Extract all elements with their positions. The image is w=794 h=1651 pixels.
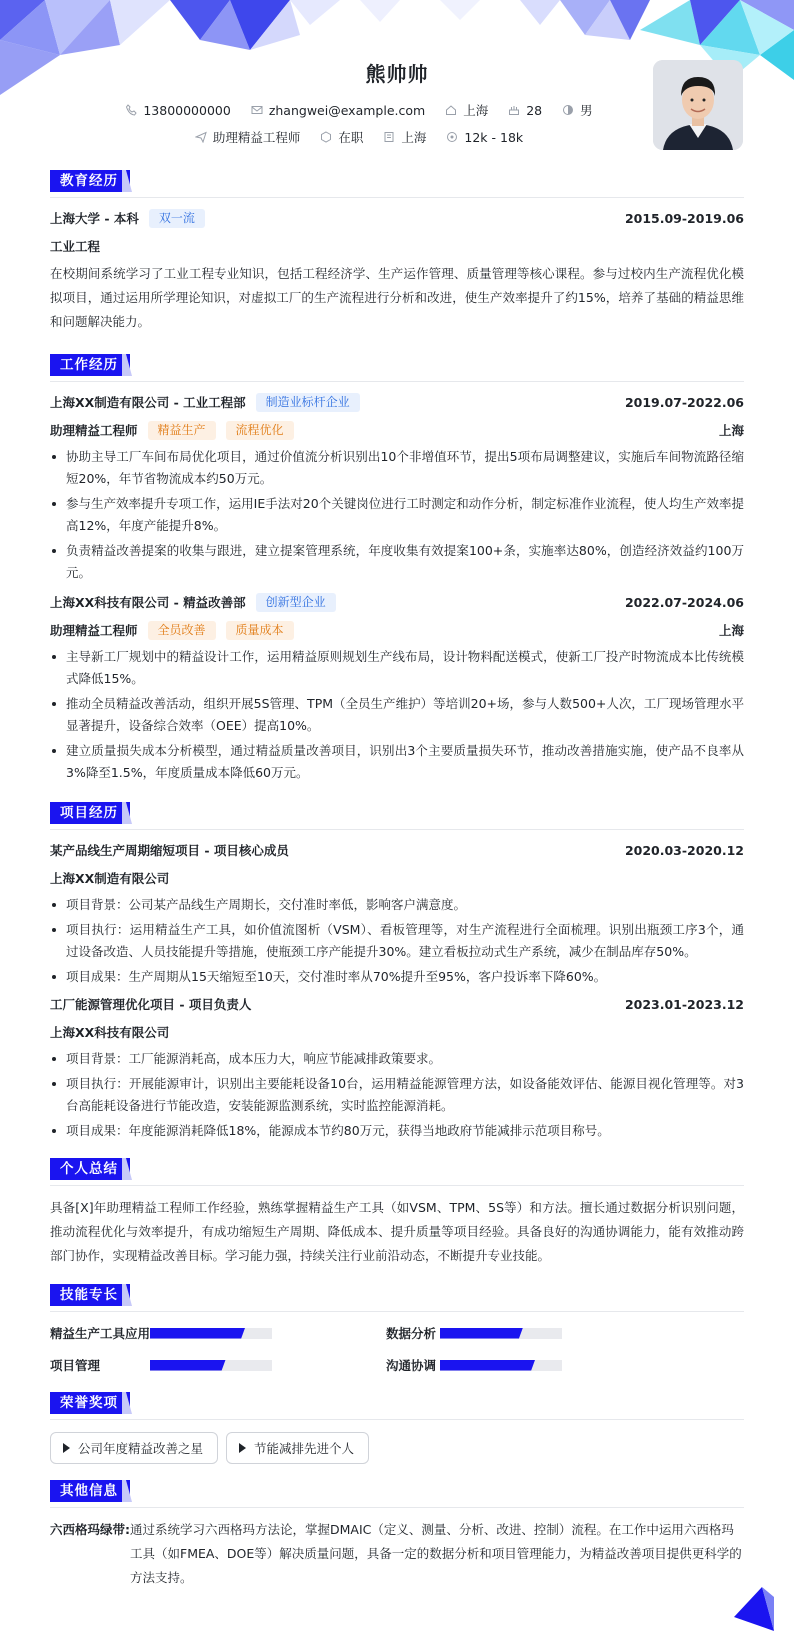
section-title-tail — [122, 802, 132, 824]
section-divider — [50, 1507, 744, 1508]
salary-info — [446, 130, 523, 145]
section-divider — [50, 1419, 744, 1420]
gender-text: 男 — [580, 103, 593, 118]
certificate-row — [50, 1518, 744, 1590]
work-company: 上海XX制造有限公司 - 工业工程部 — [50, 395, 246, 410]
project-entry — [50, 840, 744, 988]
job-target-text: 助理精益工程师 — [212, 130, 301, 145]
project-title-row — [50, 994, 744, 1014]
section-title-tail — [122, 1158, 132, 1180]
school-name: 上海大学 - 本科 — [50, 211, 139, 226]
projects-section — [50, 802, 744, 1142]
skill-item — [50, 1324, 386, 1342]
skill-tag: 精益生产 — [148, 421, 216, 440]
project-company-row — [50, 1022, 744, 1042]
gender-info — [562, 101, 593, 119]
project-company: 上海XX科技有限公司 — [50, 1025, 170, 1040]
section-title-tail — [122, 354, 132, 376]
work-period: 2022.07-2024.06 — [624, 594, 744, 610]
other-title: 其他信息 — [50, 1480, 130, 1502]
skill-name: 沟通协调 — [386, 1358, 437, 1373]
send-icon — [195, 131, 207, 143]
email-info — [251, 103, 425, 118]
company-tag: 制造业标杆企业 — [256, 393, 360, 412]
building-icon — [383, 131, 395, 143]
section-divider — [50, 381, 744, 382]
status-info — [320, 128, 363, 146]
profile-photo — [653, 60, 743, 150]
phone-info — [125, 103, 230, 118]
target-city-info — [383, 128, 426, 146]
project-title: 某产品线生产周期缩短项目 - 项目核心成员 — [50, 843, 289, 858]
skill-level-fill — [150, 1328, 245, 1339]
section-title-tail — [122, 1284, 132, 1306]
list-item: 协助主导工厂车间布局优化项目，通过价值流分析识别出10个非增值环节，提出5项布局调整建议，实施后车间物流路径缩短20%，年节省物流成本约50万元。 — [50, 446, 744, 490]
project-entry — [50, 994, 744, 1142]
section-divider — [50, 1185, 744, 1186]
avatar-portrait — [653, 60, 743, 150]
other-section — [50, 1480, 744, 1590]
work-position: 助理精益工程师 — [50, 423, 138, 438]
list-item: 项目成果：年度能源消耗降低18%，能源成本节约80万元，获得当地政府节能减排示范项目称号。 — [50, 1120, 744, 1142]
project-title: 工厂能源管理优化项目 - 项目负责人 — [50, 997, 252, 1012]
education-row — [50, 208, 744, 228]
skill-level-bar — [440, 1360, 562, 1371]
skill-name: 精益生产工具应用 — [50, 1326, 151, 1341]
work-company: 上海XX科技有限公司 - 精益改善部 — [50, 595, 246, 610]
skill-name: 项目管理 — [50, 1358, 101, 1373]
work-bullets — [50, 446, 744, 584]
job-target-info — [195, 128, 301, 146]
work-position-row — [50, 420, 744, 440]
awards-list — [50, 1430, 744, 1464]
skill-item — [50, 1356, 386, 1374]
skill-level-fill — [150, 1360, 226, 1371]
skill-item — [386, 1324, 722, 1342]
skill-level-fill — [440, 1360, 535, 1371]
list-item: 项目执行：开展能源审计，识别出主要能耗设备10台，运用精益能源管理方法，如设备能效评估、能源目视化管理等。对3台高能耗设备进行节能改造，安装能源监测系统，实时监控能源消耗。 — [50, 1073, 744, 1117]
age-info — [508, 103, 542, 118]
major-row — [50, 236, 744, 256]
email-text: zhangwei@example.com — [268, 102, 426, 118]
salary-text: 12k - 18k — [464, 129, 524, 145]
candidate-name: 熊帅帅 — [365, 62, 429, 86]
certificate-description: 通过系统学习六西格玛方法论，掌握DMAIC（定义、测量、分析、改进、控制）流程。在工作中运用六西格玛工具（如FMEA、DOE等）解决质量问题，具备一定的数据分析和项目管理能力，为精益改善项目提供更科学的方法支持。 — [130, 1522, 742, 1585]
corner-decoration — [734, 1587, 774, 1631]
award-chip — [226, 1432, 369, 1464]
project-company: 上海XX制造有限公司 — [50, 871, 170, 886]
contact-row — [0, 101, 756, 119]
work-position-row — [50, 620, 744, 640]
list-item: 项目成果：生产周期从15天缩短至10天，交付准时率从70%提升至95%，客户投诉率下降60%。 — [50, 966, 744, 988]
summary-text: 具备[X]年助理精益工程师工作经验，熟练掌握精益生产工具（如VSM、TPM、5S等）和方法。擅长通过数据分析识别问题，推动流程优化与效率提升，有成功缩短生产周期、降低成本、提升质量等项目经验。具备良好的沟通协调能力，能有效推动跨部门协作，实现精益改善目标。学习能力强，持续关注行业前沿动态，不断提升专业技能。 — [50, 1200, 744, 1263]
section-header — [50, 1480, 744, 1504]
skill-name: 数据分析 — [386, 1326, 437, 1341]
cake-icon — [508, 104, 520, 116]
list-item: 负责精益改善提案的收集与跟进，建立提案管理系统，年度收集有效提案100+条，实施率达80%，创造经济效益约100万元。 — [50, 540, 744, 584]
hexagon-icon — [320, 131, 332, 143]
section-title-tail — [122, 170, 132, 192]
status-text: 在职 — [338, 130, 364, 145]
work-title: 工作经历 — [50, 354, 130, 376]
section-header — [50, 802, 744, 826]
coin-icon — [446, 131, 458, 143]
list-item: 推动全员精益改善活动，组织开展5S管理、TPM（全员生产维护）等培训20+场，参与人数500+人次，工厂现场管理水平显著提升，设备综合效率（OEE）提高10%。 — [50, 693, 744, 737]
work-section — [50, 354, 744, 784]
skill-level-fill — [440, 1328, 523, 1339]
list-item: 项目背景：公司某产品线生产周期长，交付准时率低，影响客户满意度。 — [50, 894, 744, 916]
section-divider — [50, 197, 744, 198]
skill-level-bar — [150, 1360, 272, 1371]
list-item: 项目背景：工厂能源消耗高，成本压力大，响应节能减排政策要求。 — [50, 1048, 744, 1070]
phone-icon — [125, 104, 137, 116]
skill-tag: 流程优化 — [226, 421, 294, 440]
work-location: 上海 — [718, 623, 744, 638]
job-intent-row — [0, 128, 756, 146]
school-tag: 双一流 — [149, 209, 205, 228]
city-text: 上海 — [463, 103, 489, 118]
play-icon — [239, 1443, 246, 1453]
skill-tag: 全员改善 — [148, 621, 216, 640]
major-name: 工业工程 — [50, 239, 101, 254]
mail-icon — [251, 104, 263, 116]
award-chip — [50, 1432, 218, 1464]
project-bullets — [50, 1048, 744, 1142]
summary-section — [50, 1158, 744, 1268]
awards-title: 荣誉奖项 — [50, 1392, 130, 1414]
list-item: 参与生产效率提升专项工作，运用IE手法对20个关键岗位进行工时测定和动作分析，制定标准作业流程，使人均生产效率提高12%，年度产能提升8%。 — [50, 493, 744, 537]
company-tag: 创新型企业 — [256, 593, 336, 612]
work-position: 助理精益工程师 — [50, 623, 138, 638]
home-icon — [445, 104, 457, 116]
phone-text: 13800000000 — [143, 102, 231, 118]
skills-grid — [50, 1322, 744, 1374]
city-info — [445, 101, 488, 119]
section-header — [50, 354, 744, 378]
skill-level-bar — [440, 1328, 562, 1339]
skill-item — [386, 1356, 722, 1374]
work-company-row — [50, 392, 744, 412]
gender-icon — [562, 104, 574, 116]
list-item: 项目执行：运用精益生产工具，如价值流图析（VSM）、看板管理等，对生产流程进行全面梳理。识别出瓶颈工序3个，通过设备改造、人员技能提升等措施，使瓶颈工序产能提升30%。建立看板拉动式生产系统，减少在制品库存50%。 — [50, 919, 744, 963]
play-icon — [63, 1443, 70, 1453]
education-title: 教育经历 — [50, 170, 130, 192]
project-company-row — [50, 868, 744, 888]
project-bullets — [50, 894, 744, 988]
work-location: 上海 — [718, 423, 744, 438]
section-header — [50, 1284, 744, 1308]
awards-section — [50, 1392, 744, 1464]
projects-title: 项目经历 — [50, 802, 130, 824]
summary-title: 个人总结 — [50, 1158, 130, 1180]
work-entry — [50, 592, 744, 784]
project-title-row — [50, 840, 744, 860]
section-header — [50, 170, 744, 194]
skills-title: 技能专长 — [50, 1284, 130, 1306]
target-city-text: 上海 — [401, 130, 427, 145]
work-bullets — [50, 646, 744, 784]
list-item: 主导新工厂规划中的精益设计工作，运用精益原则规划生产线布局，设计物料配送模式，使新工厂投产时物流成本比传统模式降低15%。 — [50, 646, 744, 690]
list-item: 建立质量损失成本分析模型，通过精益质量改善项目，识别出3个主要质量损失环节，推动改善措施实施，使产品不良率从3%降至1.5%，年度质量成本降低60万元。 — [50, 740, 744, 784]
education-section — [50, 170, 744, 334]
work-company-row — [50, 592, 744, 612]
education-period: 2015.09-2019.06 — [624, 210, 744, 226]
education-description: 在校期间系统学习了工业工程专业知识，包括工程经济学、生产运作管理、质量管理等核心课程。参与过校内生产流程优化模拟项目，通过运用所学理论知识，对虚拟工厂的生产流程进行分析和改进，使生产效率提升了约15%，培养了基础的精益思维和问题解决能力。 — [50, 266, 744, 329]
award-label: 公司年度精益改善之星 — [78, 1441, 204, 1456]
section-divider — [50, 1311, 744, 1312]
skill-level-bar — [150, 1328, 272, 1339]
section-divider — [50, 829, 744, 830]
section-title-tail — [122, 1480, 132, 1502]
project-period: 2020.03-2020.12 — [624, 842, 744, 858]
age-text: 28 — [526, 102, 543, 118]
skills-section — [50, 1284, 744, 1374]
project-period: 2023.01-2023.12 — [624, 996, 744, 1012]
section-header — [50, 1158, 744, 1182]
award-label: 节能减排先进个人 — [254, 1441, 355, 1456]
section-header — [50, 1392, 744, 1416]
skill-tag: 质量成本 — [226, 621, 294, 640]
certificate-label: 六西格玛绿带: — [50, 1522, 130, 1537]
section-title-tail — [122, 1392, 132, 1414]
work-entry — [50, 392, 744, 584]
work-period: 2019.07-2022.06 — [624, 394, 744, 410]
